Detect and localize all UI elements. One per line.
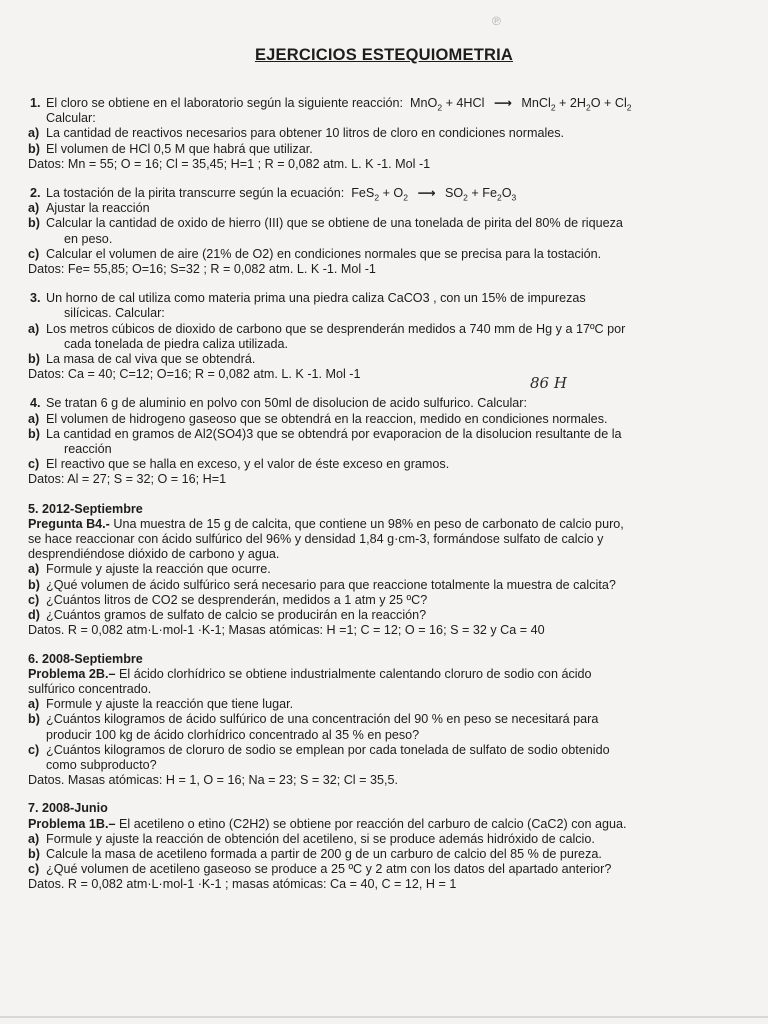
problem-label: Problema 2B.– [28, 666, 116, 681]
exercise-2: 2. La tostación de la pirita transcurre según la ecuación: $FeS_2 + O_2$ ⟶ $SO_2 + Fe_2O_3$ a) Ajustar la reacción b) Calcular la cantidad de oxido de hierro (III) que se obtiene de una tonelada de pirita del 80% de riqueza en peso. c) Calcular el volumen de aire (21% de O2) en condiciones normales que se precisa para la tostación. Datos: Fe= 55,85; O=16; S=32 ; R = 0,082 atm. L. K -1. Mol -1 [28, 186, 728, 277]
part-b: El volumen de HCl 0,5 M que habrá que utilizar. [46, 141, 313, 156]
part-a: Los metros cúbicos de dioxido de carbono que se desprenderán medidos a 740 mm de Hg y a 17ºC por [46, 321, 626, 336]
datos-line: Datos. R = 0,082 atm·L·mol-1 ·K-1 ; masas atómicas: Ca = 40, C = 12, H = 1 [28, 877, 457, 892]
part-d: ¿Cuántos gramos de sulfato de calcio se producirán en la reacción? [46, 608, 427, 623]
problem-label: Problema 1B.– [28, 816, 116, 831]
part-a: La cantidad de reactivos necesarios para obtener 10 litros de cloro en condiciones normales. [46, 126, 565, 141]
part-b: ¿Cuántos kilogramos de ácido sulfúrico de una concentración del 90 % en peso se necesitará para [46, 712, 599, 727]
exercise-intro: El cloro se obtiene en el laboratorio según la siguiente reacción: [46, 96, 404, 110]
part-b: Calcular la cantidad de oxido de hierro (III) que se obtiene de una tonelada de pirita del 80% de riqueza [46, 216, 623, 231]
part-a: El volumen de hidrogeno gaseoso que se obtendrá en la reaccion, medido en condiciones normales. [46, 411, 608, 426]
part-c: ¿Cuántos litros de CO2 se desprenderán, medidos a 1 atm y 25 ºC? [46, 592, 428, 607]
part-a: Formule y ajuste la reacción que ocurre. [46, 562, 271, 577]
exercise-6: 6. 2008-Septiembre Problema 2B.– El ácido clorhídrico se obtiene industrialmente calentando cloruro de sodio con ácido sulfúrico concentrado. a) Formule y ajuste la reacción que tiene lugar. b) ¿Cuántos kilogramos de ácido sulfúrico de una concentración del 90 % en peso se necesitará para producir 100 kg de ácido clorhídrico concentrado al 35 % en peso? c) ¿Cuántos kilogramos de cloruro de sodio se emplean por cada tonelada de sulfato de sodio obtenido como subproducto? Datos. Masas atómicas: H = 1, O = 16; Na = 23; S = 32; Cl = 35,5. [28, 652, 728, 789]
exercise-heading: 6. 2008-Septiembre [28, 651, 143, 666]
page-title: EJERCICIOS ESTEQUIOMETRIA [254, 46, 514, 64]
part-c: El reactivo que se halla en exceso, y el valor de éste exceso en gramos. [46, 457, 450, 472]
reaction-equation: MnO$_2$ + 4HCl ⟶ MnCl$_2$ + $2H_2O + Cl_2$ [410, 96, 632, 113]
part-b: ¿Qué volumen de ácido sulfúrico será necesario para que reaccione totalmente la muestra de calcita? [46, 577, 616, 592]
datos-line: Datos. R = 0,082 atm·L·mol-1 ·K-1; Masas atómicas: H =1; C = 12; O = 16; S = 32 y Ca = 40 [28, 623, 545, 638]
part-c: ¿Cuántos kilogramos de cloruro de sodio se emplean por cada tonelada de sulfato de sodio obtenido [46, 742, 610, 757]
part-c: Calcular el volumen de aire (21% de O2) en condiciones normales que se precisa para la tostación. [46, 246, 602, 261]
part-b: Calcule la masa de acetileno formada a partir de 200 g de un carburo de calcio del 85 % de pureza. [46, 846, 602, 861]
exercise-heading: 7. 2008-Junio [28, 801, 108, 816]
scan-speck: ℗ [492, 14, 501, 28]
exercise-number: 1. [30, 96, 41, 110]
exercise-intro: Se tratan 6 g de aluminio en polvo con 50ml de disolucion de acido sulfurico. Calcular: [46, 396, 527, 411]
exercise-7: 7. 2008-Junio Problema 1B.– El acetileno o etino (C2H2) se obtiene por reacción del carburo de calcio (CaC2) con agua. a) Formule y ajuste la reacción de obtención del acetileno, si se produce además hidróxido de calcio. b) Calcule la masa de acetileno formada a partir de 200 g de un carburo de calcio del 85 % de pureza. c) ¿Qué volumen de acetileno gaseoso se produce a 25 ºC y 2 atm con los datos del apartado anterior? Datos. R = 0,082 atm·L·mol-1 ·K-1 ; masas atómicas: Ca = 40, C = 12, H = 1 [28, 801, 728, 892]
exercise-5: 5. 2012-Septiembre Pregunta B4.- Una muestra de 15 g de calcita, que contiene un 98% en peso de carbonato de calcio puro, se hace reaccionar con ácido sulfúrico del 96% y densidad 1,84 g·cm-3, formándose sulfato de calcio y desprendiéndose dióxido de carbono y agua. a) Formule y ajuste la reacción que ocurre. b) ¿Qué volumen de ácido sulfúrico será necesario para que reaccione totalmente la muestra de calcita? c) ¿Cuántos litros de CO2 se desprenderán, medidos a 1 atm y 25 ºC? d) ¿Cuántos gramos de sulfato de calcio se producirán en la reacción? Datos. R = 0,082 atm·L·mol-1 ·K-1; Masas atómicas: H =1; C = 12; O = 16; S = 32 y Ca = 40 [28, 502, 728, 639]
part-a: Ajustar la reacción [46, 201, 150, 216]
exercise-intro: La tostación de la pirita transcurre según la ecuación: [46, 186, 345, 201]
part-b: La cantidad en gramos de Al2(SO4)3 que se obtendrá por evaporacion de la disolucion resultante de la [46, 426, 622, 441]
exercise-1: 1. El cloro se obtiene en el laboratorio según la siguiente reacción: MnO$_2$ + 4HCl ⟶ MnCl$_2$ + $2H_2O + Cl_2$ Calcular: a) La cantidad de reactivos necesarios para obtener 10 litros de cloro en condiciones normales. b) El volumen de HCl 0,5 M que habrá que utilizar. Datos: Mn = 55; O = 16; Cl = 35,45; H=1 ; R = 0,082 atm. L. K -1. Mol -1 [28, 96, 728, 172]
scan-edge [0, 1016, 768, 1018]
datos-line: Datos: Fe= 55,85; O=16; S=32 ; R = 0,082 atm. L. K -1. Mol -1 [28, 262, 376, 277]
datos-line: Datos. Masas atómicas: H = 1, O = 16; Na = 23; S = 32; Cl = 35,5. [28, 773, 398, 788]
calcular-label: Calcular: [46, 111, 96, 126]
part-b: La masa de cal viva que se obtendrá. [46, 352, 256, 367]
part-a: Formule y ajuste la reacción de obtención del acetileno, si se produce además hidróxido de calcio. [46, 831, 595, 846]
reaction-equation: $FeS_2 + O_2$ ⟶ $SO_2 + Fe_2O_3$ [351, 186, 517, 203]
exercise-3: 3. Un horno de cal utiliza como materia prima una piedra caliza CaCO3 , con un 15% de impurezas silícicas. Calcular: a) Los metros cúbicos de dioxido de carbono que se desprenderán medidos a 740 mm de Hg y a 17ºC por cada tonelada de piedra caliza utilizada. b) La masa de cal viva que se obtendrá. Datos: Ca = 40; C=12; O=16; R = 0,082 atm. L. K -1. Mol -1 [28, 291, 728, 382]
handwritten-note: 86 H [530, 374, 567, 392]
exercise-4: 4. Se tratan 6 g de aluminio en polvo con 50ml de disolucion de acido sulfurico. Calcular: a) El volumen de hidrogeno gaseoso que se obtendrá en la reaccion, medido en condiciones normales. b) La cantidad en gramos de Al2(SO4)3 que se obtendrá por evaporacion de la disolucion resultante de la reacción c) El reactivo que se halla en exceso, y el valor de éste exceso en gramos. Datos: Al = 27; S = 32; O = 16; H=1 [28, 396, 728, 487]
part-c: ¿Qué volumen de acetileno gaseoso se produce a 25 ºC y 2 atm con los datos del apartado anterior? [46, 862, 612, 877]
exercise-list [28, 96, 728, 907]
datos-line: Datos: Al = 27; S = 32; O = 16; H=1 [28, 472, 227, 487]
datos-line: Datos: Mn = 55; O = 16; Cl = 35,45; H=1 ; R = 0,082 atm. L. K -1. Mol -1 [28, 156, 431, 171]
datos-line: Datos: Ca = 40; C=12; O=16; R = 0,082 atm. L. K -1. Mol -1 [28, 367, 361, 382]
exercise-heading: 5. 2012-Septiembre [28, 501, 143, 516]
problem-label: Pregunta B4.- [28, 516, 110, 531]
part-a: Formule y ajuste la reacción que tiene lugar. [46, 697, 294, 712]
exercise-intro: Un horno de cal utiliza como materia prima una piedra caliza CaCO3 , con un 15% de impurezas [46, 291, 586, 306]
